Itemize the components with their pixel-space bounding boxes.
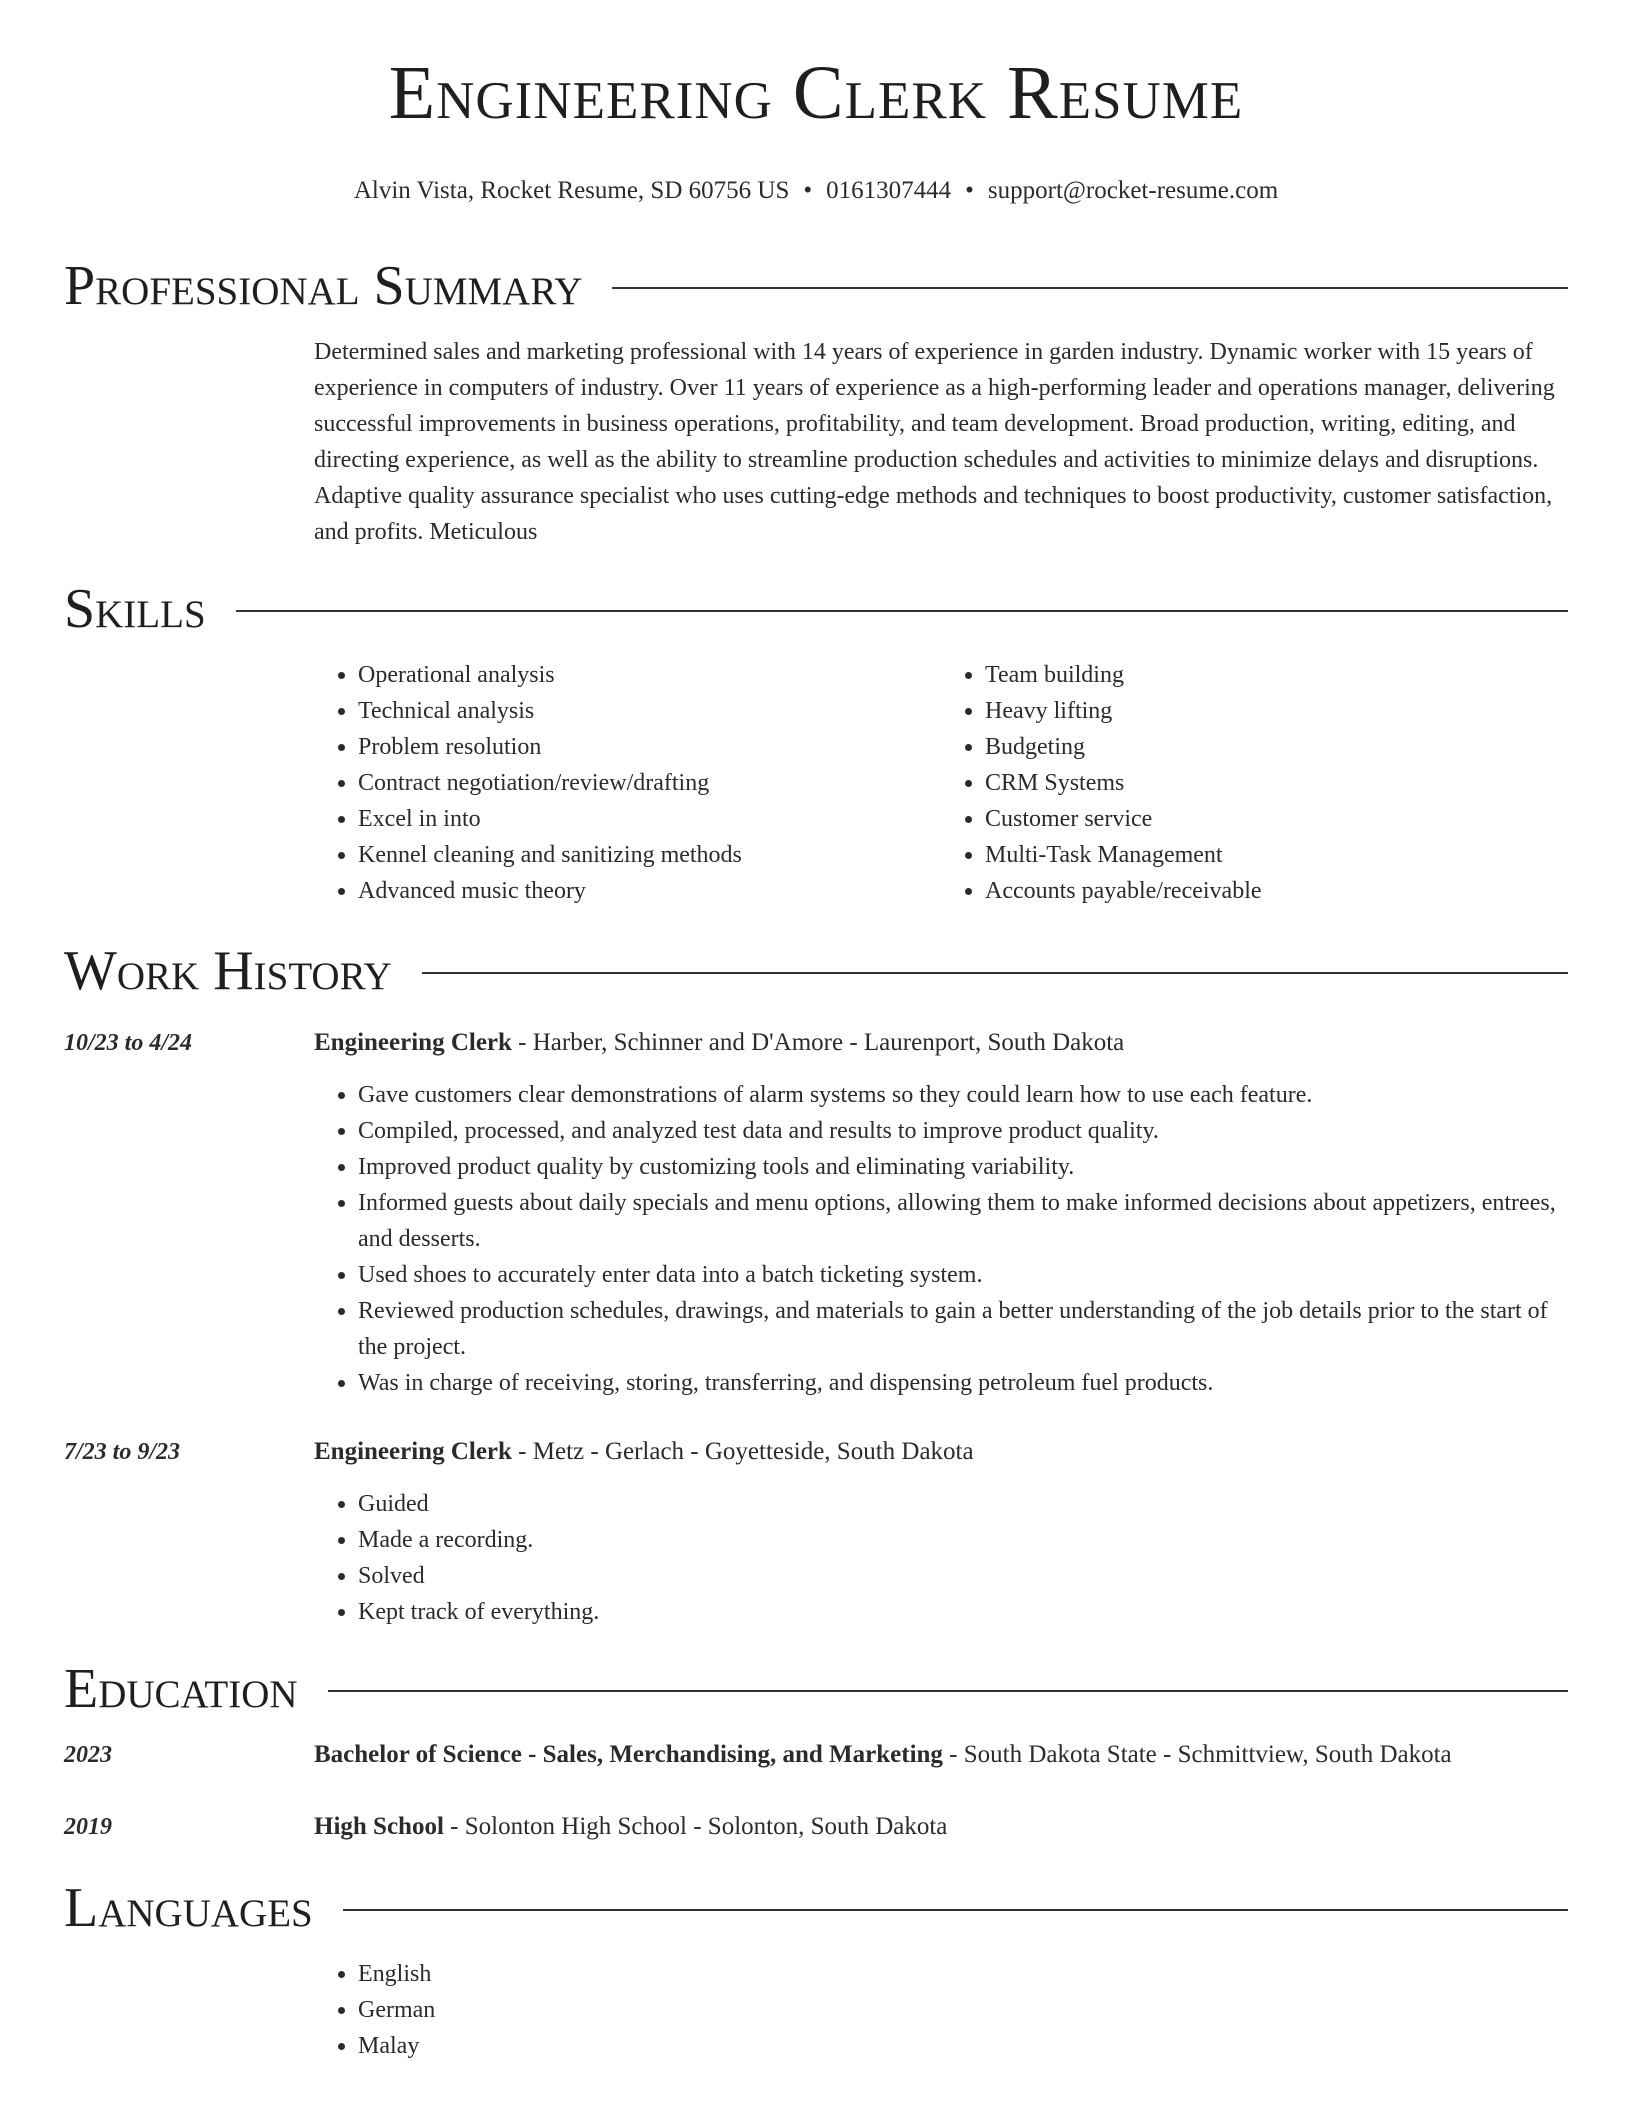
section-divider	[612, 287, 1568, 289]
skill-item: • Contract negotiation/review/drafting	[358, 765, 941, 801]
section-header	[64, 939, 1568, 1003]
section-professional-summary	[64, 254, 1568, 545]
section-header	[64, 577, 1568, 641]
contact-email: support@rocket-resume.com	[987, 177, 1279, 204]
languages-list	[314, 1956, 1568, 2064]
job-bullet: • Informed guests about daily specials and menu options, allowing them to make informed decisions about appetizers, entrees, and desserts.	[358, 1185, 1568, 1257]
skill-item: • Team building	[985, 657, 1568, 693]
education-entry	[314, 1737, 1568, 1773]
education-year: 2019	[64, 1814, 112, 1840]
bullet-separator: •	[965, 177, 974, 204]
section-header	[64, 1876, 1568, 1940]
skill-item: • Heavy lifting	[985, 693, 1568, 729]
section-divider	[422, 972, 1568, 974]
section-divider	[328, 1690, 1568, 1692]
contact-phone: 0161307444	[826, 177, 952, 204]
section-heading: Work History	[64, 940, 392, 1002]
skills-body	[314, 657, 1568, 909]
skill-item: • Kennel cleaning and sanitizing methods	[358, 837, 941, 873]
education-header	[314, 1809, 1568, 1845]
section-skills	[64, 577, 1568, 904]
skill-item: • Technical analysis	[358, 693, 941, 729]
job-bullet: • Guided	[358, 1486, 1568, 1522]
job-bullet: • Used shoes to accurately enter data into a batch ticketing system.	[358, 1257, 1568, 1293]
skill-item: • Budgeting	[985, 729, 1568, 765]
job-bullet: • Was in charge of receiving, storing, transferring, and dispensing petroleum fuel products.	[358, 1365, 1568, 1401]
job-title: Engineering Clerk	[314, 1438, 512, 1465]
job-bullet: • Kept track of everything.	[358, 1594, 1568, 1630]
section-heading: Education	[64, 1658, 298, 1720]
job-bullet: • Compiled, processed, and analyzed test data and results to improve product quality.	[358, 1113, 1568, 1149]
languages-body	[314, 1956, 1568, 2064]
section-header	[64, 1657, 1568, 1721]
skill-item: • Customer service	[985, 801, 1568, 837]
job-employer: - Metz - Gerlach - Goyetteside, South Dakota	[511, 1438, 974, 1465]
resume-title: Engineering Clerk Resume	[388, 51, 1244, 135]
bullet-separator: •	[803, 177, 813, 204]
job-bullet: • Made a recording.	[358, 1522, 1568, 1558]
job-header	[314, 1025, 1568, 1061]
education-header	[314, 1737, 1568, 1773]
job-entry	[314, 1434, 1568, 1630]
skill-item: • Operational analysis	[358, 657, 941, 693]
skill-item: • Accounts payable/receivable	[985, 873, 1568, 909]
language-item: • English	[358, 1956, 1568, 1992]
skill-item: • CRM Systems	[985, 765, 1568, 801]
section-heading: Professional Summary	[64, 255, 583, 317]
skills-grid	[314, 657, 1568, 909]
job-bullet: • Reviewed production schedules, drawings, and materials to gain a better understanding of the job details prior to the start of the project.	[358, 1293, 1568, 1365]
skills-list-right	[941, 657, 1568, 909]
job-title: Engineering Clerk	[314, 1029, 512, 1056]
job-header	[314, 1434, 1568, 1470]
education-degree: High School	[314, 1813, 444, 1840]
education-degree: Bachelor of Science - Sales, Merchandising, and Marketing	[314, 1741, 943, 1768]
education-school: - Solonton High School - Solonton, South Dakota	[443, 1813, 948, 1840]
job-dates: 7/23 to 9/23	[64, 1439, 181, 1465]
section-divider	[343, 1909, 1568, 1911]
section-header	[64, 254, 1568, 318]
job-bullet: • Solved	[358, 1558, 1568, 1594]
section-languages	[64, 1876, 1568, 2059]
section-work-history	[64, 939, 1568, 1625]
education-year: 2023	[64, 1742, 112, 1768]
section-divider	[236, 610, 1568, 612]
job-entry	[314, 1025, 1568, 1401]
job-bullet: • Improved product quality by customizing tools and eliminating variability.	[358, 1149, 1568, 1185]
skill-item: • Multi-Task Management	[985, 837, 1568, 873]
education-entry	[314, 1809, 1568, 1845]
job-dates: 10/23 to 4/24	[64, 1030, 193, 1056]
skills-list-left	[314, 657, 941, 909]
contact-line	[64, 174, 1568, 208]
summary-text: Determined sales and marketing professional with 14 years of experience in garden industry. Dynamic worker with 15 years of experience in computers of industry. Over 11 years of experience as a high-performing leader and operations manager, delivering successful improvements in business operations, profitability, and team development. Broad production, writing, editing, and directing experience, as well as the ability to streamline production schedules and activities to minimize delays and disruptions. Adaptive quality assurance specialist who uses cutting-edge methods and techniques to boost productivity, customer satisfaction, and profits. Meticulous	[314, 339, 1555, 545]
summary-body	[314, 334, 1568, 550]
job-bullet: • Gave customers clear demonstrations of alarm systems so they could learn how to use each feature.	[358, 1077, 1568, 1113]
job-bullets	[314, 1486, 1568, 1630]
education-school: - South Dakota State - Schmittview, South Dakota	[942, 1741, 1452, 1768]
language-item: • German	[358, 1992, 1568, 2028]
section-education	[64, 1657, 1568, 1840]
contact-address: Alvin Vista, Rocket Resume, SD 60756 US	[353, 177, 790, 204]
job-bullets	[314, 1077, 1568, 1401]
skill-item: • Problem resolution	[358, 729, 941, 765]
section-heading: Skills	[64, 578, 206, 640]
section-heading: Languages	[64, 1877, 313, 1939]
skill-item: • Excel in into	[358, 801, 941, 837]
job-employer: - Harber, Schinner and D'Amore - Laurenport, South Dakota	[511, 1029, 1125, 1056]
skill-item: • Advanced music theory	[358, 873, 941, 909]
language-item: • Malay	[358, 2028, 1568, 2064]
